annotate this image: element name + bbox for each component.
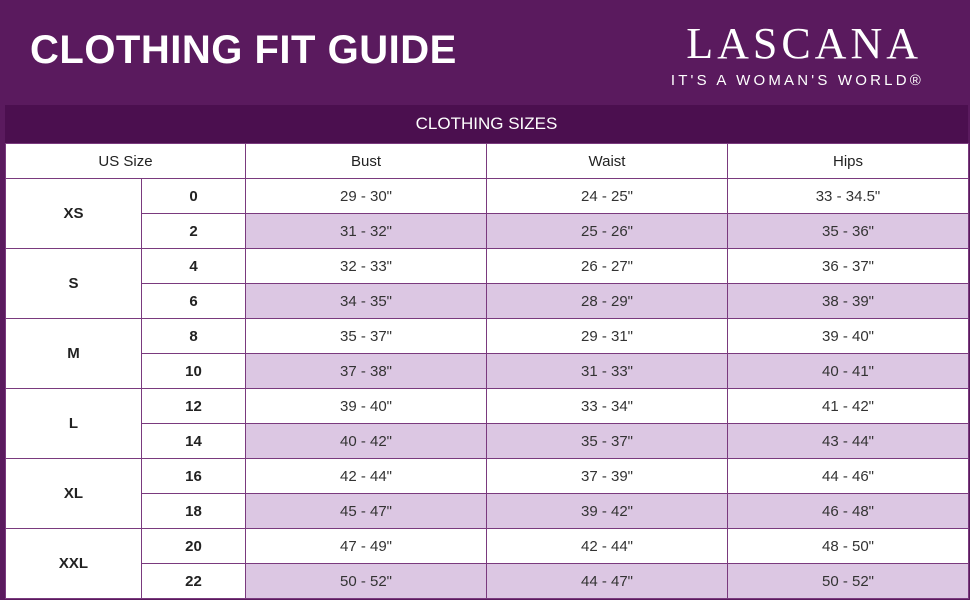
hips-value: 50 - 52" [728,564,969,599]
page-title: CLOTHING FIT GUIDE [30,28,457,72]
waist-value: 37 - 39" [487,459,728,494]
table-row [6,459,969,494]
size-number: 2 [142,214,246,249]
hips-value: 33 - 34.5" [728,179,969,214]
size-number: 6 [142,284,246,319]
hips-value: 40 - 41" [728,354,969,389]
header [0,0,970,104]
table-row [6,319,969,354]
size-label: XL [6,459,142,529]
size-label: M [6,319,142,389]
size-number: 16 [142,459,246,494]
size-number: 14 [142,424,246,459]
hips-value: 41 - 42" [728,389,969,424]
size-number: 20 [142,529,246,564]
size-number: 10 [142,354,246,389]
bust-value: 40 - 42" [246,424,487,459]
waist-value: 39 - 42" [487,494,728,529]
waist-value: 44 - 47" [487,564,728,599]
bust-value: 42 - 44" [246,459,487,494]
column-header-bust: Bust [246,144,487,179]
column-header-waist: Waist [487,144,728,179]
waist-value: 42 - 44" [487,529,728,564]
waist-value: 31 - 33" [487,354,728,389]
size-chart [4,104,969,600]
brand-logo: LASCANA [686,19,922,68]
waist-value: 24 - 25" [487,179,728,214]
table-body [6,179,969,599]
size-number: 12 [142,389,246,424]
column-header-hips: Hips [728,144,969,179]
brand-tagline: IT'S A WOMAN'S WORLD® [670,72,924,89]
size-label: XXL [6,529,142,599]
waist-value: 25 - 26" [487,214,728,249]
bust-value: 47 - 49" [246,529,487,564]
bust-value: 29 - 30" [246,179,487,214]
hips-value: 35 - 36" [728,214,969,249]
bust-value: 34 - 35" [246,284,487,319]
size-number: 18 [142,494,246,529]
table-row [6,354,969,389]
header-row [6,144,969,179]
table-row [6,424,969,459]
table-row [6,564,969,599]
table-row [6,249,969,284]
waist-value: 26 - 27" [487,249,728,284]
table-row [6,214,969,249]
size-table [5,143,969,599]
column-header-us-size: US Size [6,144,246,179]
waist-value: 35 - 37" [487,424,728,459]
bust-value: 32 - 33" [246,249,487,284]
size-number: 4 [142,249,246,284]
size-label: S [6,249,142,319]
waist-value: 33 - 34" [487,389,728,424]
size-number: 22 [142,564,246,599]
table-caption: CLOTHING SIZES [5,105,968,143]
bust-value: 45 - 47" [246,494,487,529]
waist-value: 28 - 29" [487,284,728,319]
bust-value: 39 - 40" [246,389,487,424]
table-row [6,494,969,529]
hips-value: 44 - 46" [728,459,969,494]
bust-value: 31 - 32" [246,214,487,249]
waist-value: 29 - 31" [487,319,728,354]
table-row [6,179,969,214]
table-row [6,389,969,424]
hips-value: 36 - 37" [728,249,969,284]
size-number: 8 [142,319,246,354]
table-row [6,529,969,564]
size-number: 0 [142,179,246,214]
bust-value: 37 - 38" [246,354,487,389]
size-label: L [6,389,142,459]
table-row [6,284,969,319]
bust-value: 35 - 37" [246,319,487,354]
hips-value: 43 - 44" [728,424,969,459]
hips-value: 39 - 40" [728,319,969,354]
hips-value: 38 - 39" [728,284,969,319]
hips-value: 46 - 48" [728,494,969,529]
size-label: XS [6,179,142,249]
bust-value: 50 - 52" [246,564,487,599]
hips-value: 48 - 50" [728,529,969,564]
